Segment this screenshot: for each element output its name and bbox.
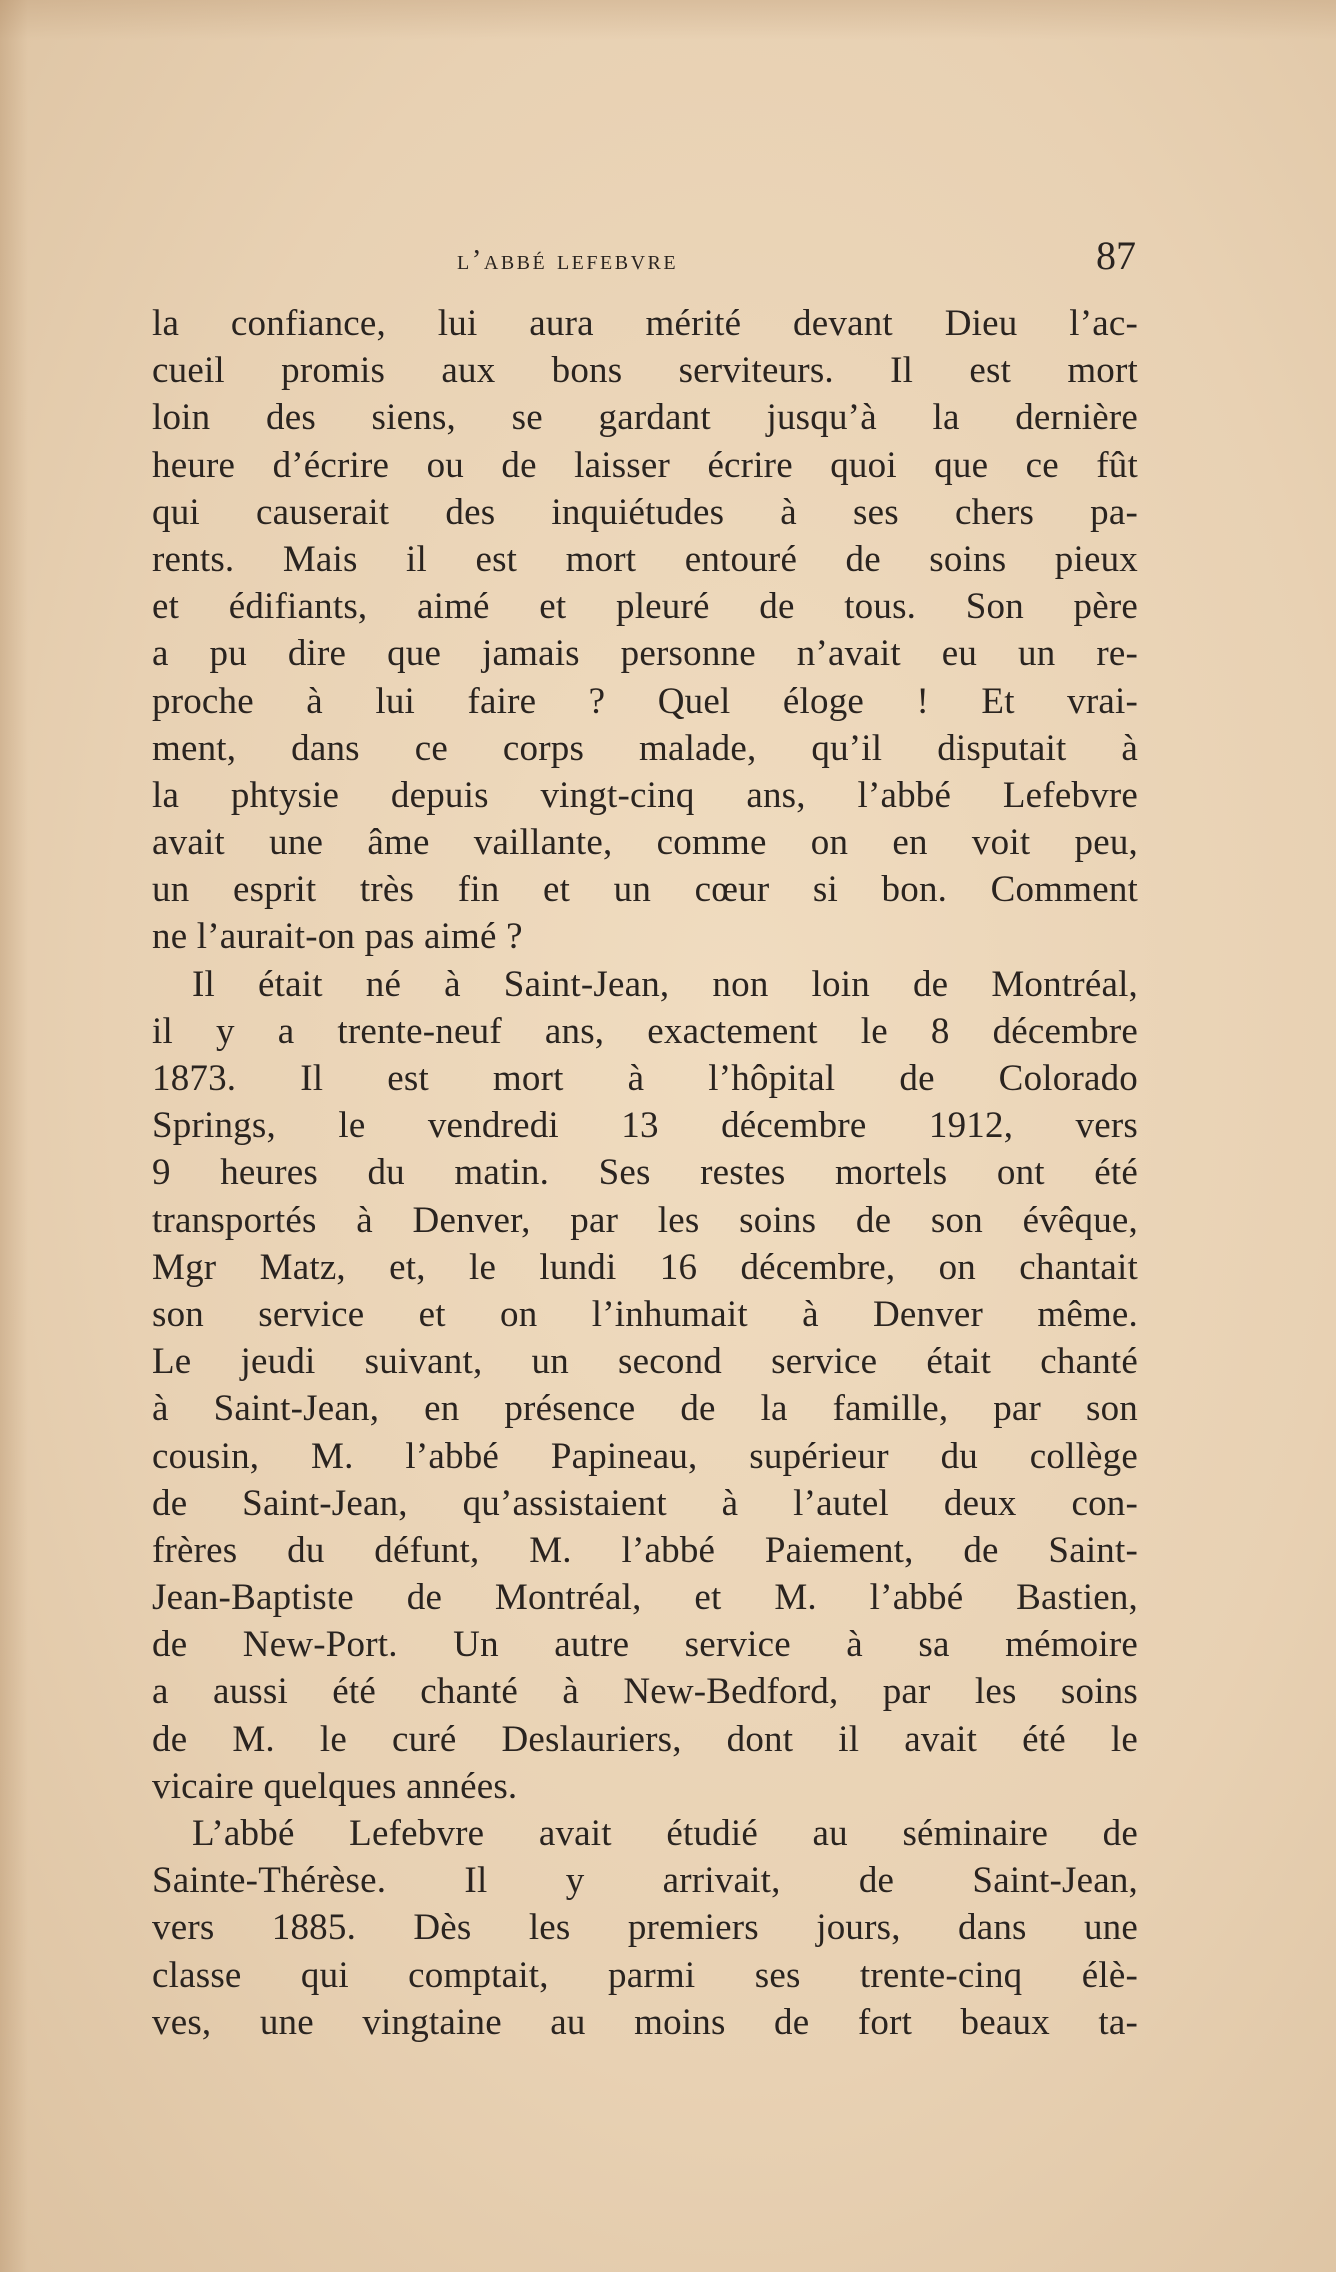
text-line: il y a trente-neuf ans, exactement le 8 décembre <box>152 1010 1138 1052</box>
text-line: de Saint-Jean, qu’assistaient à l’autel deux con- <box>152 1482 1138 1524</box>
running-head <box>150 233 1136 288</box>
text-line: et édifiants, aimé et pleuré de tous. Son père <box>152 586 1138 628</box>
text-line: avait une âme vaillante, comme on en voit peu, <box>152 822 1138 864</box>
text-line: cousin, M. l’abbé Papineau, supérieur du collège <box>152 1435 1138 1477</box>
text-line: Sainte-Thérèse. Il y arrivait, de Saint-Jean, <box>152 1860 1138 1902</box>
text-line: 9 heures du matin. Ses restes mortels ont été <box>152 1152 1138 1194</box>
text-line: la phtysie depuis vingt-cinq ans, l’abbé Lefebvre <box>152 774 1138 816</box>
text-line: la confiance, lui aura mérité devant Dieu l’ac- <box>152 303 1138 344</box>
text-line: de New-Port. Un autre service à sa mémoire <box>152 1624 1138 1666</box>
text-line: classe qui comptait, parmi ses trente-cinq élè- <box>152 1954 1138 1996</box>
text-line: son service et on l’inhumait à Denver même. <box>152 1293 1138 1335</box>
text-line: Springs, le vendredi 13 décembre 1912, vers <box>152 1105 1138 1147</box>
text-line: a aussi été chanté à New-Bedford, par les soins <box>152 1671 1138 1713</box>
text-line: Jean-Baptiste de Montréal, et M. l’abbé Bastien, <box>152 1577 1138 1619</box>
page-number: 87 <box>1096 233 1136 278</box>
text-line: de M. le curé Deslauriers, dont il avait été le <box>152 1718 1138 1760</box>
body-text <box>152 300 1138 2046</box>
text-line: cueil promis aux bons serviteurs. Il est mort <box>152 350 1138 392</box>
text-line: Le jeudi suivant, un second service était chanté <box>152 1341 1138 1383</box>
text-line: heure d’écrire ou de laisser écrire quoi que ce fût <box>152 444 1138 486</box>
text-line: à Saint-Jean, en présence de la famille, par son <box>152 1388 1138 1430</box>
text-line: loin des siens, se gardant jusqu’à la dernière <box>152 397 1138 439</box>
text-line: frères du défunt, M. l’abbé Paiement, de Saint- <box>152 1529 1138 1571</box>
text-line: a pu dire que jamais personne n’avait eu un re- <box>152 633 1138 675</box>
paragraph-start-line: Il était né à Saint-Jean, non loin de Montréal, <box>192 963 1138 1005</box>
text-line: un esprit très fin et un cœur si bon. Comment <box>152 869 1138 911</box>
text-line: vicaire quelques années. <box>152 1765 518 1807</box>
text-line: transportés à Denver, par les soins de son évêque, <box>152 1199 1138 1241</box>
text-line: rents. Mais il est mort entouré de soins pieux <box>152 538 1138 580</box>
text-line: ne l’aurait-on pas aimé ? <box>152 916 523 958</box>
text-line: ment, dans ce corps malade, qu’il disputait à <box>152 727 1138 769</box>
text-line: Mgr Matz, et, le lundi 16 décembre, on chantait <box>152 1246 1138 1288</box>
text-line: vers 1885. Dès les premiers jours, dans une <box>152 1907 1138 1949</box>
paragraph-start-line: L’abbé Lefebvre avait étudié au séminaire de <box>192 1813 1138 1854</box>
running-title: l’abbé lefebvre <box>457 244 679 276</box>
text-line: qui causerait des inquiétudes à ses chers pa- <box>152 491 1138 533</box>
text-line: ves, une vingtaine au moins de fort beaux ta- <box>152 2001 1138 2043</box>
text-line: proche à lui faire ? Quel éloge ! Et vrai- <box>152 680 1138 722</box>
text-line: 1873. Il est mort à l’hôpital de Colorado <box>152 1058 1138 1099</box>
